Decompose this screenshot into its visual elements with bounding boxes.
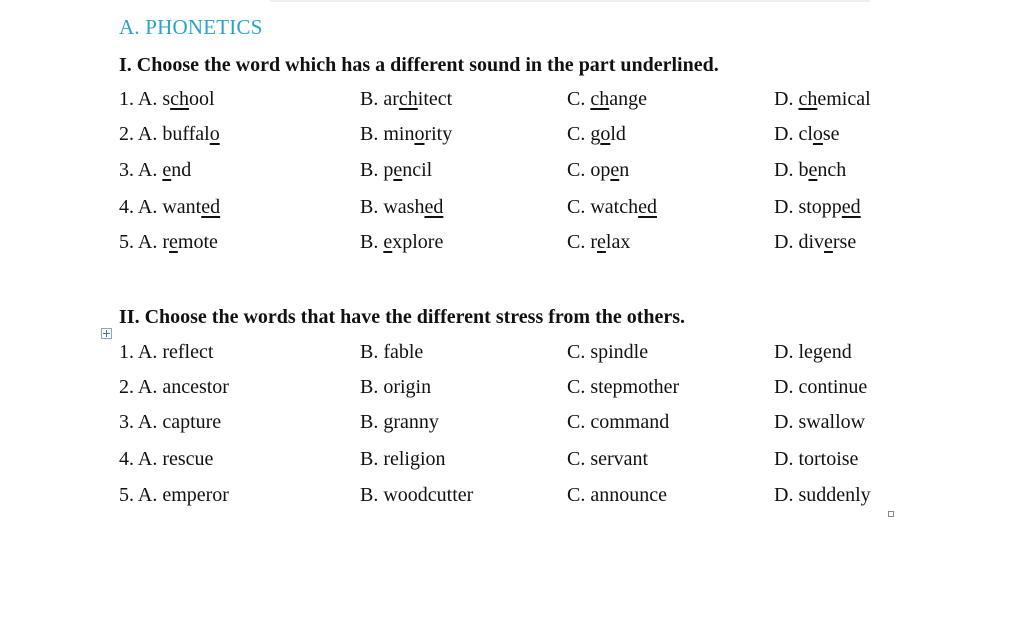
word-part: B. wash [360,196,425,218]
option-d: D. suddenly [774,484,871,506]
table-move-icon[interactable] [101,328,112,339]
option-c [567,196,657,219]
instruction-stress: II. Choose the words that have the different stress from the others. [119,306,686,328]
underlined-part: ch [170,88,190,110]
word-part: ange [609,88,647,110]
underlined-part: e [824,231,833,253]
option-a [119,159,191,182]
option-a [119,231,218,254]
option-a: 3. A. capture [119,411,222,433]
word-part: C. watch [567,196,639,218]
word-part: nd [171,159,192,181]
sound-question-row [0,123,1024,151]
underlined-part: ed [201,196,221,218]
underlined-part: ed [424,196,444,218]
underlined-part: ch [798,88,818,110]
stress-question-row [0,448,1024,476]
word-part: D. cl [774,123,813,145]
underlined-part: ch [398,88,418,110]
option-d: D. tortoise [774,448,859,470]
option-b: B. fable [360,341,424,363]
stress-question-row [0,484,1024,512]
underlined-part: ed [841,196,861,218]
option-d [774,88,871,111]
word-part: D. div [774,231,824,253]
underlined-part: e [383,231,393,253]
word-part: se [822,123,840,145]
option-a [119,196,220,219]
word-part: ncil [402,159,433,181]
word-part: n [619,159,630,181]
word-part: 4. A. want [119,196,202,218]
sound-question-row [0,196,1024,224]
word-part: 5. A. r [119,231,169,253]
option-b [360,231,443,254]
word-part: ool [189,88,215,110]
option-d: D. continue [774,376,868,398]
table-resize-handle[interactable] [888,511,894,517]
option-c [567,88,647,111]
stress-question-row [0,341,1024,369]
option-a: 2. A. ancestor [119,376,229,398]
word-part: B. p [360,159,394,181]
word-part: lax [605,231,631,253]
option-c: C. servant [567,448,649,470]
option-c: C. stepmother [567,376,680,398]
word-part: xplore [392,231,444,253]
option-d [774,231,856,254]
option-a: 4. A. rescue [119,448,214,470]
underlined-part: e [162,159,172,181]
option-d [774,159,846,182]
underlined-part: ed [638,196,657,218]
underlined-part: e [169,231,178,253]
option-d [774,196,861,219]
option-c [567,231,630,254]
option-b: B. granny [360,411,439,433]
option-b [360,88,452,111]
option-d [774,123,840,146]
stress-question-row [0,376,1024,404]
word-part: 1. A. s [119,88,171,110]
word-part: B. min [360,123,415,145]
word-part: emical [817,88,871,110]
word-part: C. [567,88,591,110]
option-c [567,159,629,182]
section-heading: A. PHONETICS [119,15,263,39]
word-part: B. ar [360,88,399,110]
option-b: B. origin [360,376,432,398]
option-d: D. legend [774,341,852,363]
option-a [119,88,215,111]
underlined-part: e [393,159,403,181]
sound-question-row [0,159,1024,187]
underlined-part: o [209,123,220,145]
option-b [360,196,443,219]
option-d: D. swallow [774,411,866,433]
word-part: D. b [774,159,809,181]
stress-question-row [0,411,1024,439]
option-b: B. woodcutter [360,484,474,506]
word-part: C. op [567,159,611,181]
word-part: 3. A. [119,159,163,181]
underlined-part: o [414,123,425,145]
word-part: 2. A. buffal [119,123,210,145]
word-part: C. r [567,231,597,253]
option-c: C. announce [567,484,667,506]
option-b: B. religion [360,448,446,470]
option-a: 5. A. emperor [119,484,229,506]
word-part: itect [417,88,453,110]
underlined-part: e [597,231,606,253]
option-b [360,159,432,182]
option-c: C. command [567,411,670,433]
instruction-sound: I. Choose the word which has a different sound in the part underlined. [119,54,719,76]
word-part: rse [832,231,857,253]
option-a [119,123,220,146]
underlined-part: ch [590,88,610,110]
underlined-part: e [808,159,818,181]
option-b [360,123,452,146]
word-part: B. [360,231,384,253]
underlined-part: o [812,123,823,145]
underlined-part: o [600,123,611,145]
word-part: rity [424,123,453,145]
word-part: nch [817,159,847,181]
word-part: D. [774,88,799,110]
word-part: C. g [567,123,601,145]
underlined-part: e [610,159,620,181]
option-a: 1. A. reflect [119,341,214,363]
sound-question-row [0,231,1024,259]
word-part: mote [177,231,218,253]
sound-question-row [0,88,1024,116]
page-top-border [270,0,870,2]
option-c: C. spindle [567,341,649,363]
word-part: ld [610,123,626,145]
option-c [567,123,626,146]
word-part: D. stopp [774,196,842,218]
